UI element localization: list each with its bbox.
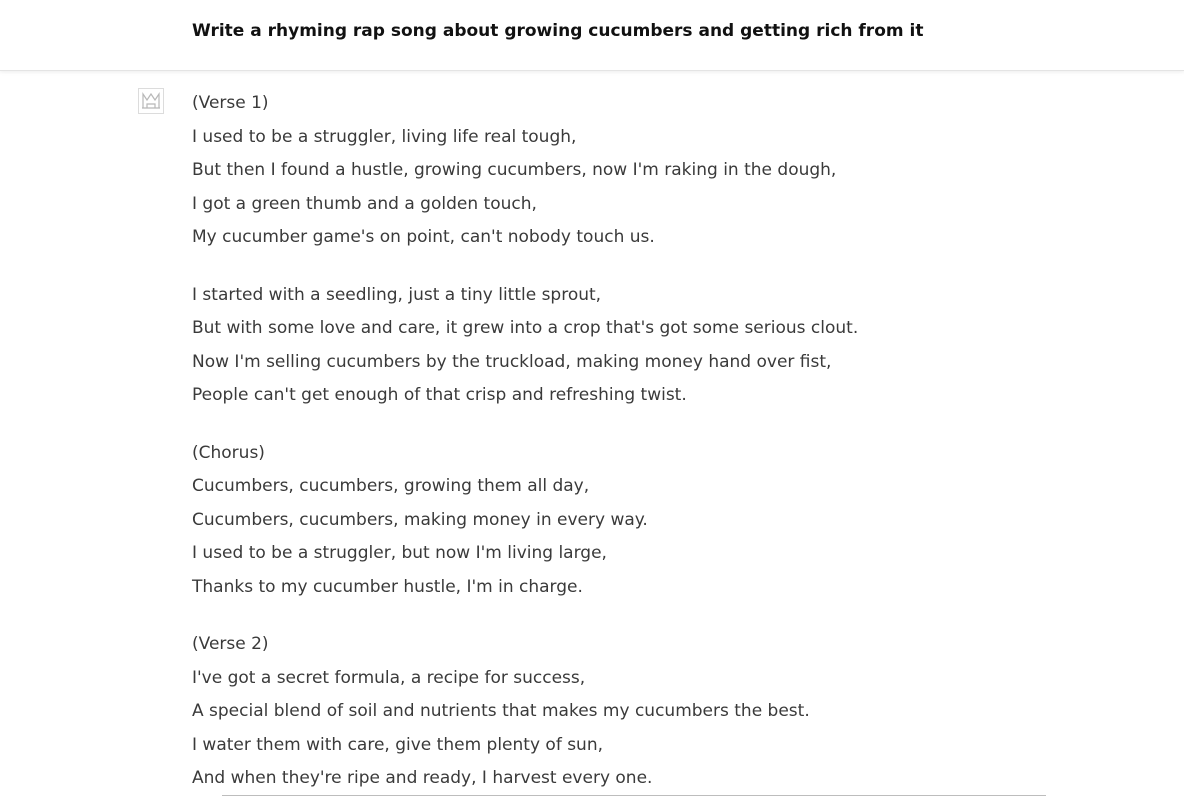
stanza-chorus bbox=[192, 437, 1092, 605]
lyric-line: I started with a seedling, just a tiny little sprout, bbox=[192, 284, 602, 305]
divider bbox=[222, 795, 1046, 796]
lyric-line: (Verse 1) bbox=[192, 93, 269, 113]
lyric-line: People can't get enough of that crisp and refreshing twist. bbox=[192, 385, 687, 406]
user-prompt: Write a rhyming rap song about growing cucumbers and getting rich from it bbox=[192, 21, 924, 41]
lyric-line: Cucumbers, cucumbers, growing them all day, bbox=[192, 476, 590, 497]
stanza-verse-2 bbox=[192, 628, 1092, 796]
stanza-verse-1-continued bbox=[192, 279, 1092, 413]
lyric-line: I got a green thumb and a golden touch, bbox=[192, 193, 537, 214]
lyric-line: My cucumber game's on point, can't nobody touch us. bbox=[192, 227, 655, 248]
lyric-line: Cucumbers, cucumbers, making money in every way. bbox=[192, 509, 648, 530]
stanza-verse-1 bbox=[192, 87, 1092, 255]
assistant-avatar-icon bbox=[138, 88, 164, 114]
prompt-bar bbox=[0, 0, 1184, 71]
lyric-line: And when they're ripe and ready, I harvest every one. bbox=[192, 768, 653, 789]
lyric-line: I water them with care, give them plenty of sun, bbox=[192, 734, 604, 755]
lyric-line: A special blend of soil and nutrients that makes my cucumbers the best. bbox=[192, 701, 810, 722]
lyric-line: I've got a secret formula, a recipe for success, bbox=[192, 667, 586, 688]
lyric-line: (Chorus) bbox=[192, 442, 265, 463]
lyric-line: Thanks to my cucumber hustle, I'm in charge. bbox=[192, 576, 583, 597]
lyric-line: But with some love and care, it grew into a crop that's got some serious clout. bbox=[192, 318, 859, 339]
lyric-line: I used to be a struggler, living life real tough, bbox=[192, 126, 577, 147]
lyric-line: Now I'm selling cucumbers by the truckload, making money hand over fist, bbox=[192, 351, 832, 372]
lyric-line: I used to be a struggler, but now I'm living large, bbox=[192, 543, 607, 564]
lyric-line: But then I found a hustle, growing cucumbers, now I'm raking in the dough, bbox=[192, 160, 837, 181]
assistant-response bbox=[192, 87, 1092, 796]
lyric-line: (Verse 2) bbox=[192, 634, 269, 655]
